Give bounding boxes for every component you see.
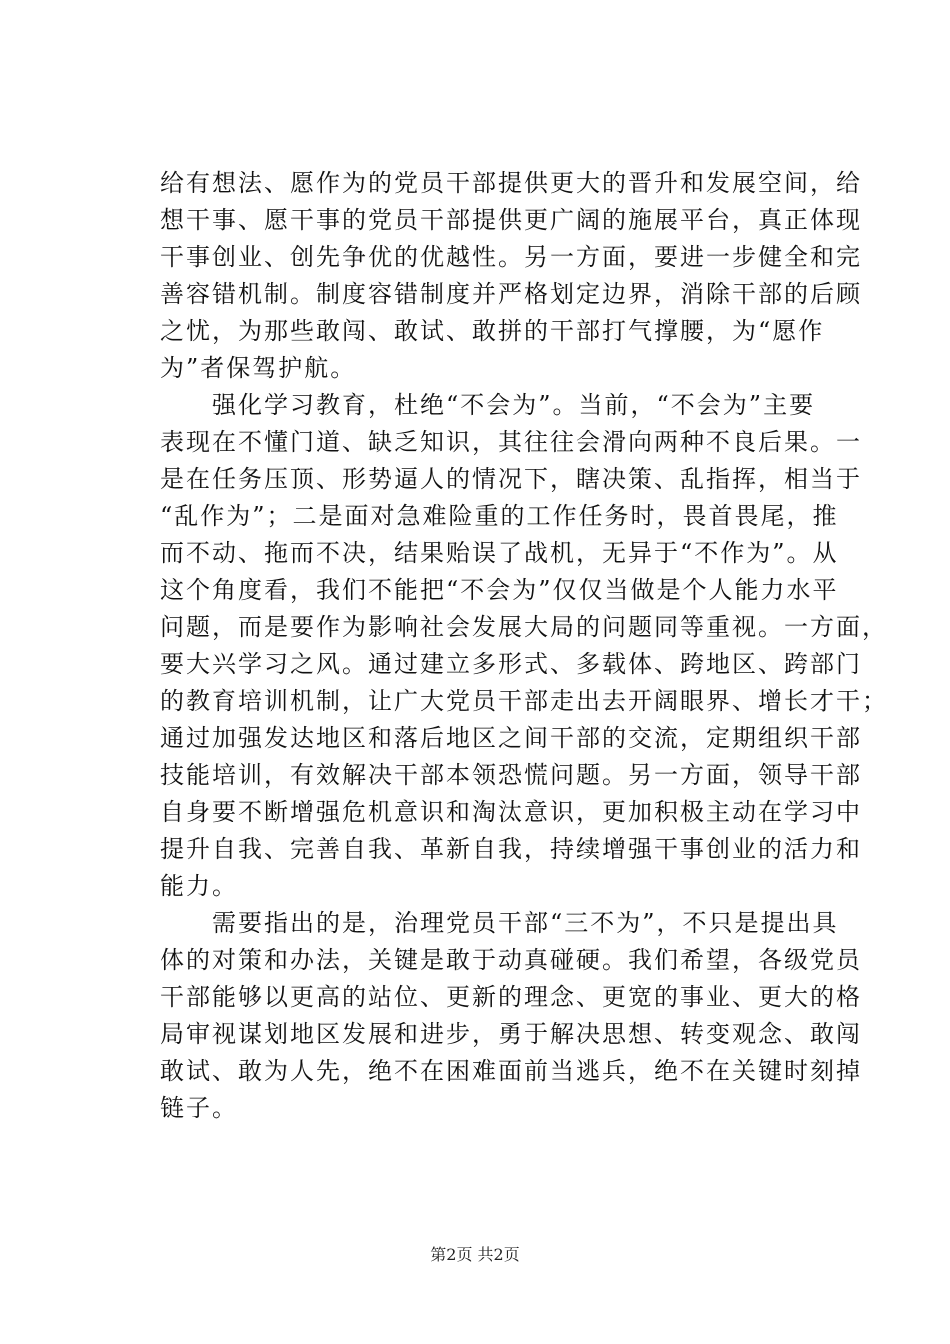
text-line: 善容错机制。制度容错制度并严格划定边界，消除干部的后顾 <box>160 280 862 308</box>
text-line: 想干事、愿干事的党员干部提供更广阔的施展平台，真正体现 <box>160 206 862 234</box>
text-line: 是在任务压顶、形势逼人的情况下，瞎决策、乱指挥，相当于 <box>160 465 862 493</box>
text-line: 而不动、拖而不决，结果贻误了战机，无异于“不作为”。从 <box>160 539 839 567</box>
text-line: 需要指出的是，治理党员干部“三不为”，不只是提出具 <box>160 909 839 937</box>
text-line: 干部能够以更高的站位、更新的理念、更宽的事业、更大的格 <box>160 983 862 1011</box>
text-line: 给有想法、愿作为的党员干部提供更大的晋升和发展空间，给 <box>160 169 862 197</box>
document-body <box>160 165 888 1127</box>
page-number-footer: 第2页 共2页 <box>430 1245 520 1264</box>
text-line: 敢试、敢为人先，绝不在困难面前当逃兵，绝不在关键时刻掉 <box>160 1057 862 1085</box>
text-line: 提升自我、完善自我、革新自我，持续增强干事创业的活力和 <box>160 835 862 863</box>
text-line: “乱作为”；二是面对急难险重的工作任务时，畏首畏尾，推 <box>160 502 839 530</box>
text-line: 体的对策和办法，关键是敢于动真碰硬。我们希望，各级党员 <box>160 946 862 974</box>
text-line: 能力。 <box>160 872 238 900</box>
text-line: 表现在不懂门道、缺乏知识，其往往会滑向两种不良后果。一 <box>160 428 862 456</box>
text-line: 为”者保驾护航。 <box>160 354 357 382</box>
text-line: 自身要不断增强危机意识和淘汰意识，更加积极主动在学习中 <box>160 798 862 826</box>
text-line: 技能培训，有效解决干部本领恐慌问题。另一方面，领导干部 <box>160 761 862 789</box>
text-line: 这个角度看，我们不能把“不会为”仅仅当做是个人能力水平 <box>160 576 839 604</box>
text-line: 之忧，为那些敢闯、敢试、敢拼的干部打气撑腰，为“愿作 <box>160 317 825 345</box>
text-line: 要大兴学习之风。通过建立多形式、多载体、跨地区、跨部门 <box>160 650 862 678</box>
text-line: 问题，而是要作为影响社会发展大局的问题同等重视。一方面， <box>160 613 888 641</box>
text-line: 局审视谋划地区发展和进步，勇于解决思想、转变观念、敢闯 <box>160 1020 862 1048</box>
text-line: 强化学习教育，杜绝“不会为”。当前，“不会为”主要 <box>160 391 816 419</box>
text-line: 通过加强发达地区和落后地区之间干部的交流，定期组织干部 <box>160 724 862 752</box>
text-line: 的教育培训机制，让广大党员干部走出去开阔眼界、增长才干； <box>160 687 888 715</box>
text-line: 链子。 <box>160 1094 238 1122</box>
text-line: 干事创业、创先争优的优越性。另一方面，要进一步健全和完 <box>160 243 862 271</box>
